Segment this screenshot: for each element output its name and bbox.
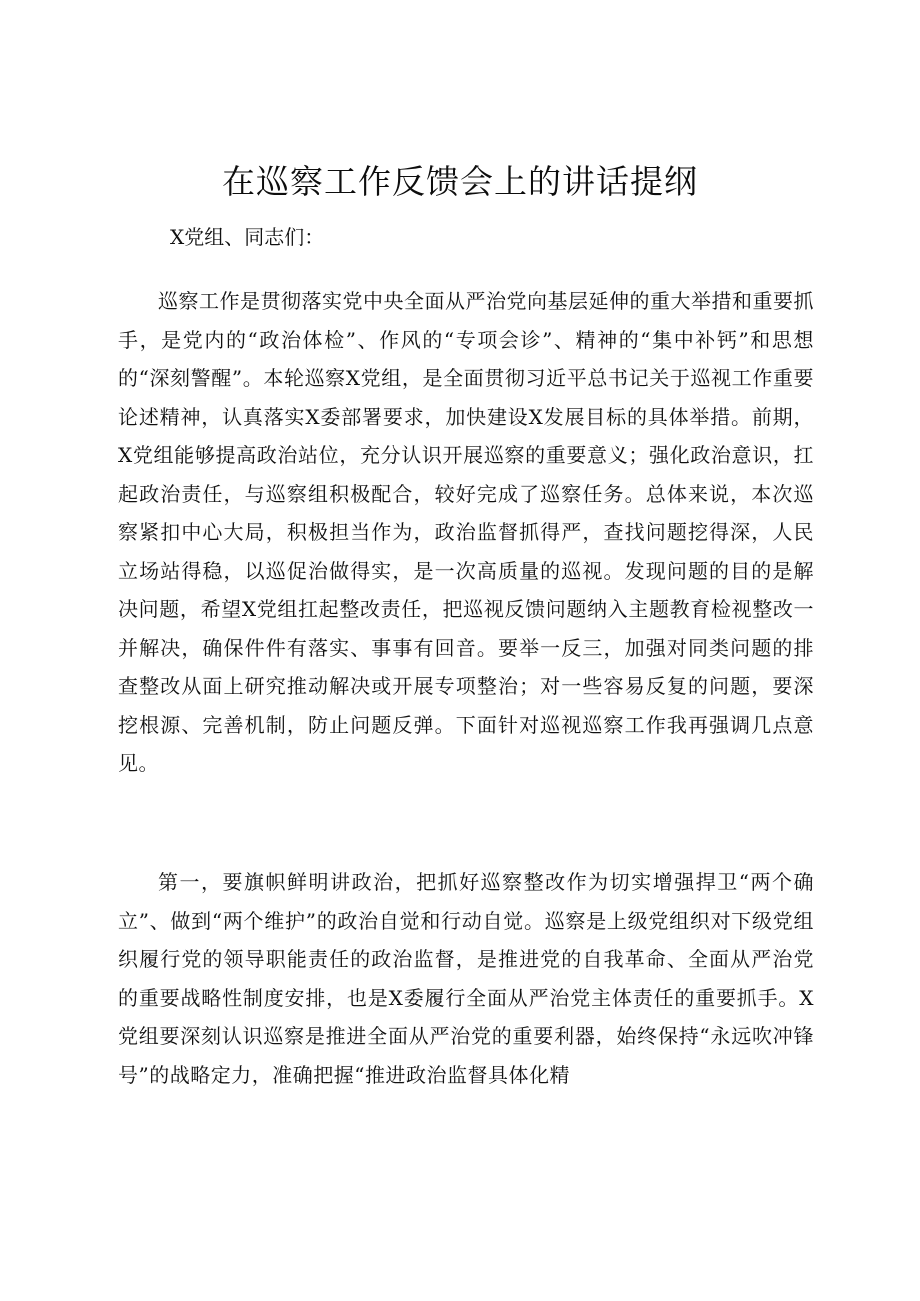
greeting: X党组、同志们：	[170, 225, 325, 249]
paragraph-1: 巡察工作是贯彻落实党中央全面从严治党向基层延伸的重大举措和重要抓手，是党内的“政治体检”、作风的“专项会诊”、精神的“集中补钙”和思想的“深刻警醒”。本轮巡察X党组，是全面贯彻习近平总书记关于巡视工作重要论述精神，认真落实X委部署要求，加快建设X发展目标的具体举措。前期，X党组能够提高政治站位，充分认识开展巡察的重要意义；强化政治意识，扛起政治责任，与巡察组积极配合，较好完成了巡察任务。总体来说，本次巡察紧扣中心大局，积极担当作为，政治监督抓得严，查找问题挖得深，人民立场站得稳，以巡促治做得实，是一次高质量的巡视。发现问题的目的是解决问题，希望X党组扛起整改责任，把巡视反馈问题纳入主题教育检视整改一并解决，确保件件有落实、事事有回音。要举一反三，加强对同类问题的排查整改从面上研究推动解决或开展专项整治；对一些容易反复的问题，要深挖根源、完善机制，防止问题反弹。下面针对巡视巡察工作我再强调几点意见。	[118, 289, 814, 775]
paragraph-2: 第一，要旗帜鲜明讲政治，把抓好巡察整改作为切实增强捍卫“两个确立”、做到“两个维护”的政治自觉和行动自觉。巡察是上级党组织对下级党组织履行党的领导职能责任的政治监督，是推进党的自我革命、全面从严治党的重要战略性制度安排，也是X委履行全面从严治党主体责任的重要抓手。X党组要深刻认识巡察是推进全面从严治党的重要利器，始终保持“永远吹冲锋号”的战略定力，准确把握“推进政治监督具体化精	[118, 870, 814, 1087]
page-title: 在巡察工作反馈会上的讲话提纲	[222, 162, 698, 201]
